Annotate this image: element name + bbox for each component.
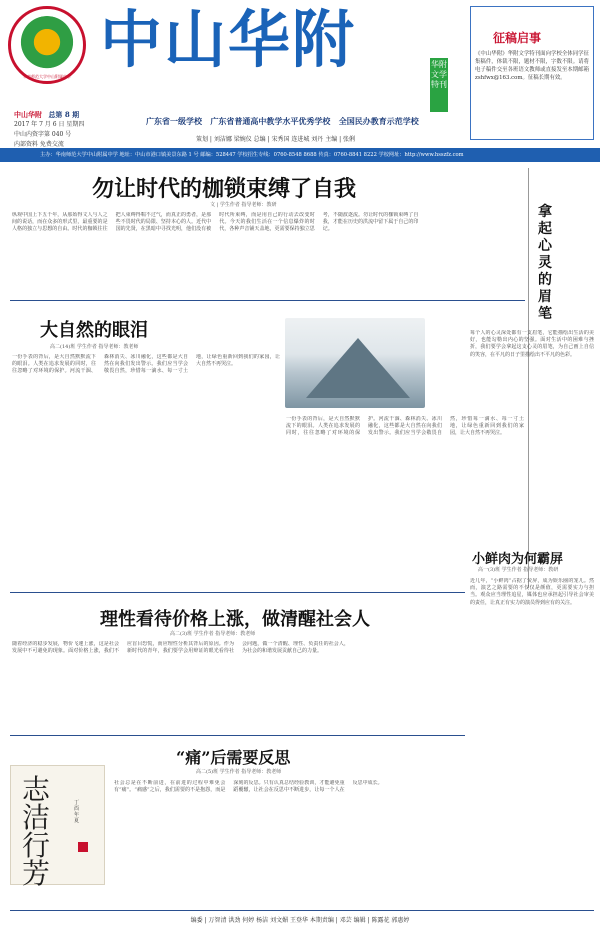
lead-headline: 勿让时代的枷锁束缚了自我 [92,176,357,202]
nature-headline: 大自然的眼泪 [40,320,148,341]
pain-headline: “痛”后需要反思 [176,748,291,767]
calligraphy-char: 洁 [22,801,51,834]
nature-body: 一份手表的背后，是大自然默默流下的眼泪。人类在追求发展的同时，往往忽略了对环境的保护。河流干涸、森林消失、冰川融化，这些都是大自然在向我们发出警示。我们应当学会敬畏自然，珍惜每一滴水、每一寸土地，让绿色重新回到我们的家园，让大自然不再哭泣。 [12,354,280,375]
pain-body: 社会总是在不断前进，在前进的过程中难免会有“痛”。“痛感”之后，我们需要的不是抱怨，而是深刻的反思。只有认真总结经验教训，才能避免重蹈覆辙，让社会在反思中不断进步，让每一个人在反思中成长。 [114,780,383,794]
special-issue-badge: 华附文学特刊 [430,58,448,112]
solicitation-title: 征稿启事 [493,31,542,45]
info-bar: 主办：华南师范大学中山附属中学 地址：中山市港口镇美景东路 1 号 邮编：528447 学校招生专线：0760-8548 8688 传真：0760-8841 8222 学校网址：http://www.hsszfz.com [0,148,600,162]
school-logo-emblem [18,16,76,74]
issue-date: 2017 年 7 月 6 日 星期四 [14,121,85,128]
price-byline: 高二(3)班 学生作者 指导老师：教老师 [170,631,256,637]
price-body: 随着经济的稳步发展，物价飞速上涨，这是社会发展中不可避免的现象。面对价格上涨，我们不应盲目恐慌，而应理性分析其背后的原因。作为新时代的青年，我们要学会用辩证的眼光看待社会问题，做一个清醒、理性、负责任的社会人，为社会的和谐发展贡献自己的力量。 [12,641,349,655]
school-honors: 广东省一级学校 广东省普通高中教学水平优秀学校 全国民办教育示范学校 [146,116,419,126]
solicitation-box [470,6,594,140]
nature-byline: 高二(14)班 学生作者 指导老师：教老师 [50,344,139,350]
calligraphy-char: 志 [22,773,51,806]
newspaper-title: 中山华附 [100,3,357,76]
issue-info [14,110,104,150]
brow-headline: 拿起心灵的眉笔 [538,204,552,322]
lead-body: 纵观中国上下五千年，从那始得文人与人之间的说话，而在众多的形式里，最重要的是人格的独立与思想的自由。时代的枷锁往往把人束缚得喘不过气，而真正的勇者，是那些不畏时代的局限、坚持本心的人。近代中国的先贤，在黑暗中寻找光明，他们没有被时代所束缚，而是用自己的行动去改变时代。今天的我们生活在一个信息爆炸的时代，各种声音铺天盖地，更需要保持独立思考，不随波逐流。勿让时代的枷锁束缚了自我，才能在历史的洪流中留下属于自己的印记。 [12,212,419,233]
meat-byline: 高一(3)班 学生作者 指导老师：教研 [478,567,559,573]
calligraphy-char: 芳 [22,857,51,890]
pain-byline: 高二(5)班 学生作者 指导老师：教老师 [196,769,282,775]
calligraphy-char: 行 [22,829,51,862]
meat-body: 近几年，“小鲜肉”占据了荧屏，成为娱乐圈的宠儿。然而，演艺之路需要的不仅仅是颜值，更需要实力与担当。观众应当理性追星，媒体也应承担起引导社会审美的责任，让真正有实力的演员得到应有的关注。 [470,578,594,606]
price-headline: 理性看待价格上涨，做清醒社会人 [100,609,370,630]
lead-byline: 文 | 学生作者 指导老师：教研 [210,202,277,208]
divider [10,735,465,736]
staff-line: 策划 | 刘洁娜 梁婉仪 总编 | 宋秀国 连进城 刘丹 主编 | 张俐 [196,136,356,143]
divider [10,300,525,301]
paper-name: 中山华附 总第 8 期 [14,110,80,119]
calligraphy-inscription: 丁酉年夏 [74,800,80,824]
mountain-peak-shape [306,338,410,398]
logo-ring-text: 华南师范大学中山附属中学 [23,74,71,79]
editorial-footer: 编委 | 万智清 洪劲 何婷 杨洁 刘文媚 王登华 本期责编 | 邓芸 编辑 | 陈露花 郭惠婷 [190,917,410,924]
free-line: 内部资料 免费交流 [14,141,64,148]
footer-divider [10,910,594,911]
solicitation-body: 《中山华附》华附文学特刊面向学校全体同学征集稿件，体裁不限，题材不限，字数不限。请将电子稿件交至各班语文教师或直接发至本期邮箱zshfwx@163.com。征稿长期有效。 [475,51,589,81]
divider [10,592,465,593]
red-seal-stamp [78,842,88,852]
nature-body-cont: 一份手表的背后，是大自然默默流下的眼泪。人类在追求发展的同时，往往忽略了对环境的保护。河流干涸、森林消失、冰川融化，这些都是大自然在向我们发出警示。我们应当学会敬畏自然，珍惜每一滴水、每一寸土地，让绿色重新回到我们的家园，让大自然不再哭泣。 [286,416,524,437]
meat-headline: 小鲜肉为何霸屏 [472,552,564,567]
registration-line: 中山内资字第 040 号 [14,131,72,138]
brow-body: 每个人的心灵深处都有一支眉笔，它能描绘出生活的美好，也能勾勒出内心的坚强。面对生活中的困难与挫折，我们要学会拿起这支心灵的眉笔，为自己画上自信的笑容，在平凡的日子里描绘出不平凡的色彩。 [470,330,594,358]
